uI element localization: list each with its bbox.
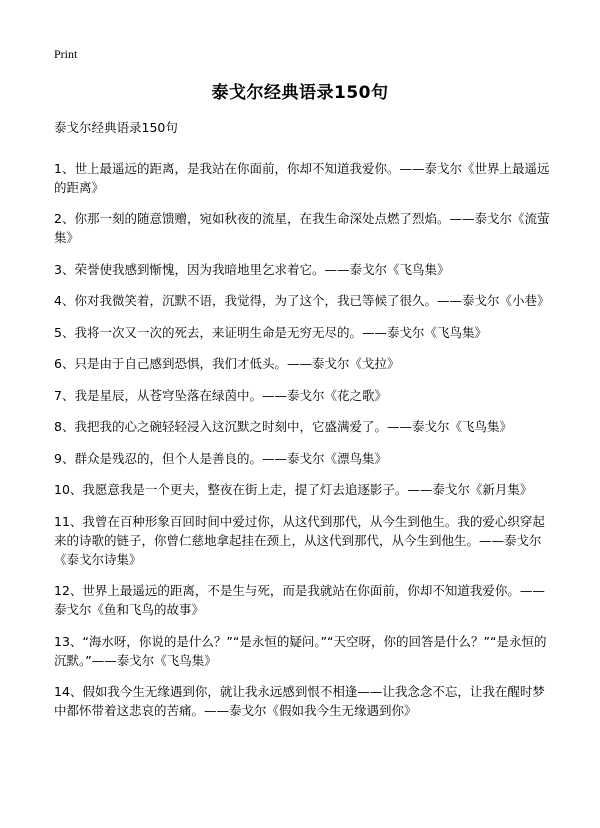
quote-item: 12、世界上最遥远的距离，不是生与死，而是我就站在你面前，你却不知道我爱你。——泰戈尔《鱼和飞鸟的故事》 [54,583,545,617]
quote-item: 11、我曾在百种形象百回时间中爱过你，从这代到那代，从今生到他生。我的爱心织穿起来的诗歌的链子，你曾仁慈地拿起挂在颈上，从这代到那代，从今生到他生。——泰戈尔《泰戈尔诗集》 [54,513,545,567]
quote-item: 2、你那一刻的随意馈赠，宛如秋夜的流星，在我生命深处点燃了烈焰。——泰戈尔《流萤集》 [54,211,550,245]
quote-item: 6、只是由于自己感到恐惧，我们才低头。——泰戈尔《戈拉》 [54,356,400,371]
quote-item: 14、假如我今生无缘遇到你，就让我永远感到恨不相逢——让我念念不忘，让我在醒时梦中都怀带着这悲哀的苦痛。——泰戈尔《假如我今生无缘遇到你》 [54,684,545,718]
page-title: 泰戈尔经典语录150句 [211,83,389,103]
quote-item: 8、我把我的心之碗轻轻浸入这沉默之时刻中，它盛满爱了。——泰戈尔《飞鸟集》 [54,419,512,434]
quote-item: 13、“海水呀，你说的是什么？”“是永恒的疑问。”“天空呀，你的回答是什么？”“是永恒的沉默。”——泰戈尔《飞鸟集》 [54,633,547,668]
quote-item: 7、我是星辰，从苍穹坠落在绿茵中。——泰戈尔《花之歌》 [54,387,387,403]
quote-item: 10、我愿意我是一个更夫，整夜在街上走，提了灯去追逐影子。——泰戈尔《新月集》 [54,482,533,497]
quote-item: 3、荣誉使我感到惭愧，因为我暗地里乞求着它。——泰戈尔《飞鸟集》 [54,261,450,277]
document-subtitle: 泰戈尔经典语录150句 [54,120,178,135]
quote-item: 4、你对我微笑着，沉默不语，我觉得，为了这个，我已等候了很久。——泰戈尔《小巷》 [54,293,550,308]
quote-item: 9、群众是残忍的，但个人是善良的。——泰戈尔《漂鸟集》 [54,450,387,466]
print-link[interactable]: Print [54,47,78,61]
quote-list [54,146,554,731]
quote-item: 5、我将一次又一次的死去，来证明生命是无穷无尽的。——泰戈尔《飞鸟集》 [54,324,487,340]
quote-item: 1、世上最遥远的距离，是我站在你面前，你却不知道我爱你。——泰戈尔《世界上最遥远的距离》 [54,160,550,195]
